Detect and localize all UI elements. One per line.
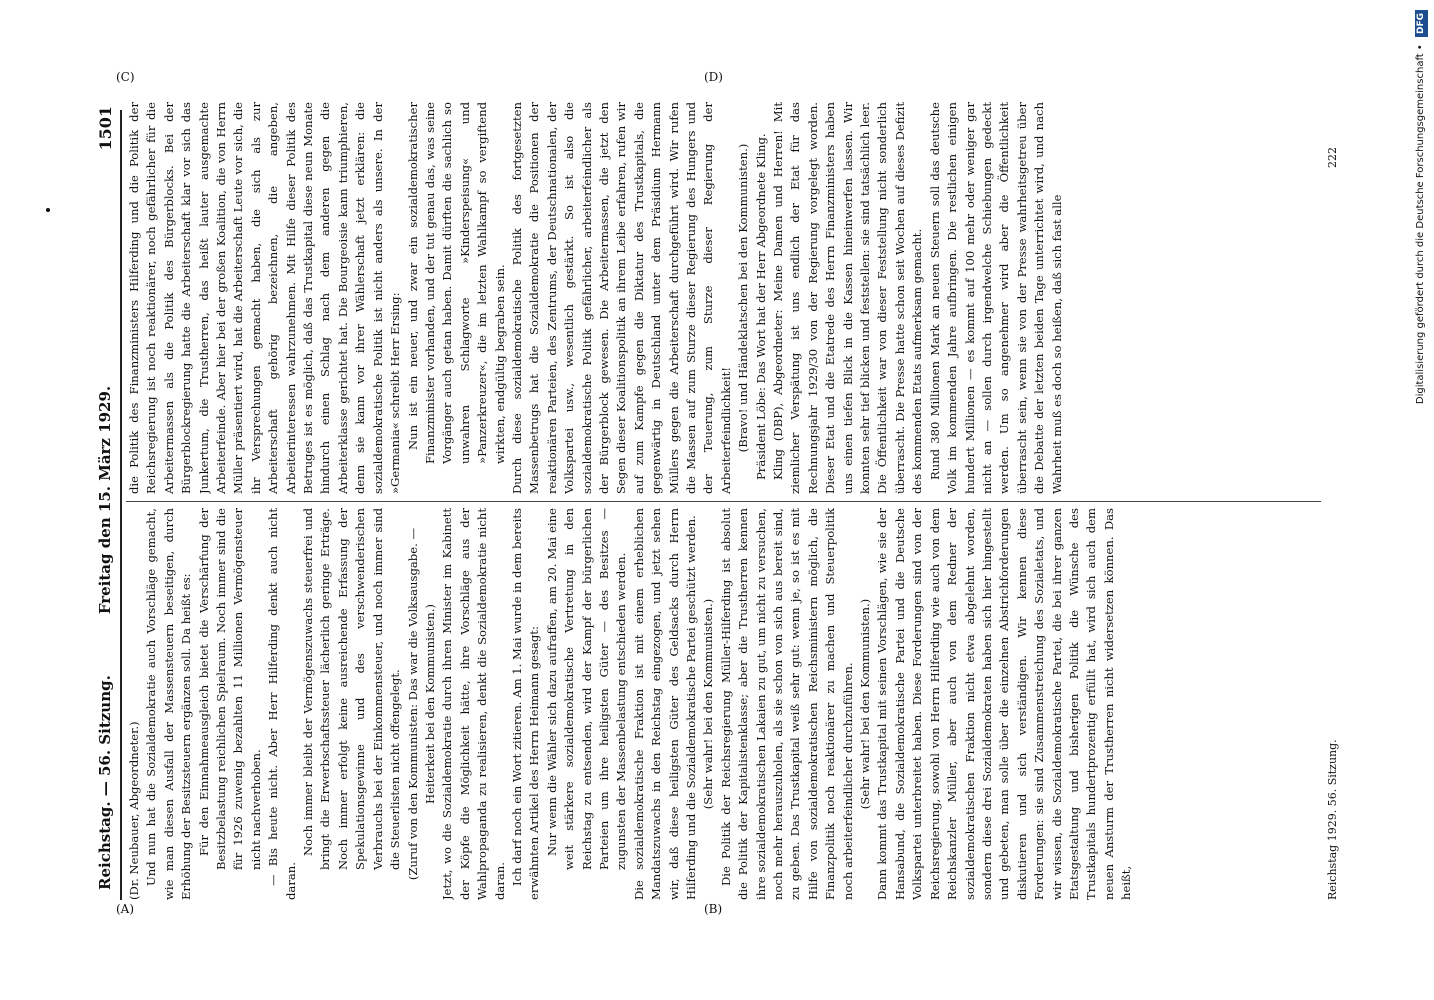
right-column-paragraph: Rund 380 Millionen Mark an neuen Steuern soll das deutsche Volk im kommenden Jahre aufbringen. Die restlichen einigen hundert Millionen — es kommt auf 100 mehr oder weniger gar nicht an — sollen durch irgendwelche Schiebungen gedeckt werden. Um so angenehmer wird aber die Öffentlichkeit überrascht sein, wenn sie von der Presse wahrheitsgetreu über die Debatte der letzten beiden Tage unterrichtet wird, und nach Wahrheit muß es doch so heißen, daß sich fast alle <box>927 102 1064 494</box>
digitization-strip <box>1412 10 1430 990</box>
left-column-paragraph: (Sehr wahr! bei den Kommunisten.) <box>701 598 716 810</box>
left-column-paragraph: Dann kommt das Trustkapital mit seinen Vorschlägen, wie sie der Hansabund, die Sozialdemokratische Partei und die Deutsche Volkspartei unterbreitet haben. Diese Forderungen sind von der Reichsregierung, sowohl von Herrn Hilferding wie auch von dem Reichskanzler Müller, aber auch von dem Redner der sozialdemokratischen Fraktion nicht etwa abgelehnt worden, sondern diese drei Sozialdemokraten haben sich hier hingestellt und gebeten, man solle über die einzelnen Abstrichforderungen diskutieren und sich verständigen. Wir kennen diese Forderungen: sie sind Zusammenstreichung des Sozialetats, und wir wissen, die Sozialdemokratische Partei, die bei ihrer ganzen Etatsgestaltung und bisherigen Politik die Wünsche des Trustkapitals hundertprozentig erfüllt hat, wird sich auch dem neuen Ansturm der Trustherren nicht widersetzen können. Das heißt, <box>875 508 1134 900</box>
right-column-paragraph: Nun ist ein neuer, und zwar ein sozialdemokratischer Finanzminister vorhanden, und der tut genau das, was seine Vorgänger auch getan haben. Damit dürften die sachlich so unwahren Schlagworte »Kinderspeisung« und »Panzerkreuzer«, die im letzten Wahlkampf so vergiftend wirkten, endgültig begraben sein. <box>405 102 507 464</box>
scan-speck <box>46 208 50 212</box>
header-left: Reichstag. — 56. Sitzung. <box>96 675 114 890</box>
left-column-paragraph: Nur wenn die Wähler sich dazu aufraffen, am 20. Mai eine weit stärkere sozialdemokratische Vertretung in den Reichstag zu entsenden, wird der Kampf der bürgerlichen Parteien um ihre heiligsten Güter — des Besitzes — zugunsten der Massenbelastung entschieden werden. <box>544 508 629 870</box>
right-column-paragraph: (Bravo! und Händeklatschen bei den Kommunisten.) <box>736 143 751 453</box>
header-date: Freitag den 15. März 1929. <box>96 385 114 615</box>
left-column-paragraph: (Dr. Neubauer, Abgeordneter.) <box>127 721 141 900</box>
left-column-paragraph: Und nun hat die Sozialdemokratie auch Vorschläge gemacht, wie man diesen Ausfall der Massensteuern beseitigen, durch Erhöhung der Besitzsteuern ergänzen soll. Da heißt es: <box>144 508 194 900</box>
left-column-paragraph: (Zuruf von den Kommunisten: Das war die Volksausgabe. — Heiterkeit bei den Kommunisten.) <box>405 527 437 881</box>
column-separator <box>126 501 1321 502</box>
margin-marker-c: (C) <box>116 70 135 84</box>
left-column-paragraph: Jetzt, wo die Sozialdemokratie durch ihren Minister im Kabinett der Köpfe die Möglichkeit hätte, ihre Vorschläge aus der Wahlpropaganda zu realisieren, denkt die Sozialdemokratie nicht daran. <box>440 508 507 900</box>
left-column-paragraph: Ich darf noch ein Wort zitieren. Am 1. Mai wurde in dem bereits erwähnten Artikel des Herrn Heimann gesagt: <box>509 508 542 900</box>
right-column <box>126 102 1321 494</box>
header-rule <box>120 110 122 900</box>
right-column-paragraph: die Politik des Finanzministers Hilferding und die Politik der Reichsregierung ist noch reaktionärer, noch gefährlicher für die Arbeitermassen als die Politik des Bürgerblocks. Bei der Bürgerblockregierung hatte die Arbeiterschaft klar vor sich das Junkertum, die Trustherren, das heißt lauter ausgemachte Arbeiterfeinde. Aber hier bei der großen Koalition, die von Herrn Müller präsentiert wird, hat die Arbeiterschaft Leute vor sich, die ihr Versprechungen gemacht haben, die sich als zur Arbeiterschaft gehörig bezeichnen, die angeben, Arbeiterinteressen wahrzunehmen. Mit Hilfe dieser Politik des Betruges ist es möglich, daß das Trustkapital diese neun Monate hindurch einen Schlag nach dem anderen gegen die Arbeiterklasse gerichtet hat. Die Bourgeoisie kann triumphieren, denn sie kann vor ihrer Wählerschaft jetzt erklären: die sozialdemokratische Politik ist nicht anders als unsere. In der »Germania« schreibt Herr Ersing: <box>127 102 403 494</box>
left-column <box>126 508 1321 900</box>
footer-left: Reichstag 1929. 56. Sitzung. <box>1326 739 1339 900</box>
margin-marker-d: (D) <box>704 70 723 84</box>
signature-mark: 222 <box>1326 147 1339 168</box>
left-column-paragraph: Noch immer bleibt der Vermögenszuwachs steuerfrei und bringt die Erwerbschaftssteuer lächerlich geringe Erträge. Noch immer erfolgt keine ausreichende Erfassung der Spekulationsgewinne und des verschwenderischen Verbrauchs bei der Einkommensteuer, und noch immer sind die Steuerlisten nicht offengelegt. <box>301 508 403 870</box>
left-column-paragraph: — Bis heute nicht. Aber Herr Hilferding denkt auch nicht daran. <box>266 508 298 900</box>
digitization-note: Digitalisierung gefördert durch die Deutsche Forschungsgemeinschaft • DFG <box>1412 10 1430 990</box>
right-column-paragraph: Kling (DBP), Abgeordneter: Meine Damen und Herren! Mit ziemlicher Verspätung ist uns endlich der Etat für das Rechnungsjahr 1929/30 von der Regierung vorgelegt worden. Dieser Etat und die Etatrede des Herrn Finanzministers haben uns einen tiefen Blick in die Kassen hineinwerfen lassen. Wir konnten sehr tief blicken und feststellen: sie sind tatsächlich leer. Die Öffentlichkeit war von dieser Feststellung nicht sonderlich überrascht. Die Presse hatte schon seit Wochen auf dieses Defizit des kommenden Etats aufmerksam gemacht. <box>771 102 925 494</box>
left-column-paragraph: Die sozialdemokratische Fraktion ist mit einem erheblichen Mandatszuwachs in den Reichstag eingezogen, und jetzt sehen wir, daß diese heiligsten Güter des Geldsacks durch Herrn Hilferding und die Sozialdemokratische Partei geschützt werden. <box>631 508 698 900</box>
margin-marker-b: (B) <box>704 902 723 916</box>
digitization-text: Digitalisierung gefördert durch die Deutsche Forschungsgemeinschaft <box>1415 53 1426 405</box>
dfg-logo: DFG <box>1415 10 1428 37</box>
margin-marker-a: (A) <box>116 902 135 916</box>
left-column-paragraph: Die Politik der Reichsregierung Müller-Hilferding ist absolut die Politik der Kapitalistenklasse; aber die Trustherren kennen ihre sozialdemokratischen Lakaien zu gut, um nicht zu versuchen, noch mehr herauszuholen, als sie schon von sich aus bereit sind, zu geben. Das Trustkapital weiß sehr gut: wenn je, so ist es mit Hilfe von sozialdemokratischen Reichsministern möglich, die Finanzpolitik noch reaktionärer zu machen und Steuerpolitik noch arbeiterfeindlicher durchzuführen. <box>718 508 855 900</box>
right-column-paragraph: Präsident Löbe: Das Wort hat der Herr Abgeordnete Kling. <box>753 133 768 480</box>
left-column-paragraph: Für den Einnahmeausgleich bietet die Verschärfung der Besitzbelastung reichlichen Spielraum. Noch immer sind die für 1926 zuwenig bezahlten 11 Millionen Vermögensteuer nicht nachverhoben. <box>196 508 263 870</box>
right-column-paragraph: Durch diese sozialdemokratische Politik des fortgesetzten Massenbetrugs hat die Sozialdemokratie die Positionen der reaktionären Parteien, des Zentrums, der Deutschnationalen, der Volkspartei usw., wesentlich gestärkt. So ist also die sozialdemokratische Politik gefährlicher, arbeiterfeindlicher als der Bürgerblock gewesen. Die Arbeitermassen, die jetzt den Segen dieser Koalitionspolitik an ihrem Leibe erfahren, rufen wir auf zum Kampfe gegen die Diktatur des Trustkapitals, die gegenwärtig in Deutschland unter dem Präsidium Hermann Müllers gegen die Arbeiterschaft durchgeführt wird. Wir rufen die Massen auf zum Sturze dieser Regierung des Hungers und der Teuerung, zum Sturze dieser Regierung der Arbeiterfeindlichkeit! <box>509 102 733 494</box>
left-column-paragraph: (Sehr wahr! bei den Kommunisten.) <box>858 598 873 810</box>
page-number: 1501 <box>96 106 115 151</box>
page-header <box>96 100 120 900</box>
